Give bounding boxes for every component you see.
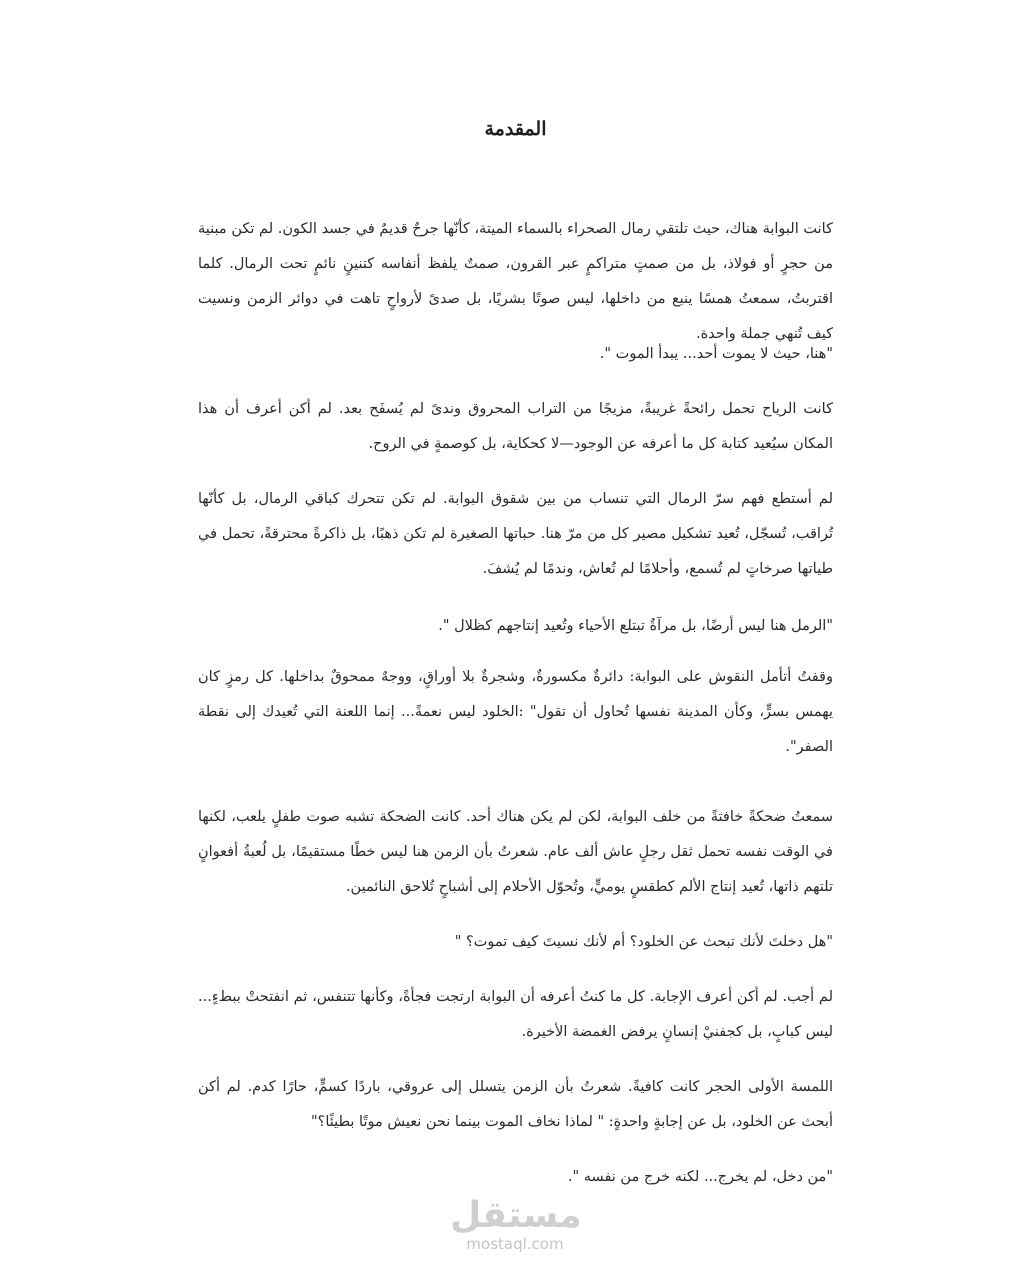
- watermark-url: mostaql.com: [466, 1235, 564, 1253]
- paragraph-4: وقفتُ أتأمل النقوش على البوابة: دائرةٌ مكسورةٌ، وشجرةٌ بلا أوراقٍ، ووجهٌ ممحوقٌ بداخلها. كل رمزٍ كان يهمس بسرٍّ، وكأن المدينة نفسها تُحاول أن تقول" :الخلود ليس نعمةً... إنما اللعنة التي تُعيدك إلى نقطة الصفر".: [198, 669, 833, 755]
- paragraph-3: لم أستطع فهم سرّ الرمال التي تنساب من بين شقوق البوابة. لم تكن تتحرك كباقي الرمال، بل كأنّها تُراقب، تُسجّل، تُعيد تشكيل مصير كل من مرّ هنا. حباتها الصغيرة لم تكن ذهبًا، بل ذاكرةً محترقةً، تحمل في طياتها صرخاتٍ لم تُسمع، وأحلامًا لم تُعاش، وندمًا لم يُشفَ.: [198, 491, 833, 577]
- document-title: المقدمة: [484, 118, 547, 140]
- paragraph-1: كانت البوابة هناك، حيث تلتقي رمال الصحراء بالسماء الميتة، كأنّها جرحٌ قديمٌ في جسد الكون. لم تكن مبنية من حجرٍ أو فولاذ، بل من صمتٍ متراكمٍ عبر القرون، صمتٌ يلفظ أنفاسه كتنينٍ نائمٍ تحت الرمال. كلما اقتربتُ، سمعتُ همسًا ينبع من داخلها، ليس صوتًا بشريًا، بل صدىً لأرواحٍ تاهت في دوائر الزمن ونسيت كيف تُنهي جملة واحدة.: [198, 221, 833, 342]
- quote-4: "من دخل، لم يخرج... لكنه خرج من نفسه ".: [567, 1169, 833, 1185]
- paragraph-6: لم أجب. لم أكن أعرف الإجابة. كل ما كنتُ أعرفه أن البوابة ارتجت فجأةً، وكأنها تتنفس، ثم انفتحتْ ببطءٍ... ليس كبابٍ، بل كجفنيْ إنسانٍ يرفض الغمضة الأخيرة.: [198, 989, 833, 1040]
- paragraph-7: اللمسة الأولى الحجر كانت كافيةً. شعرتُ بأن الزمن يتسلل إلى عروقي، باردًا كسمٍّ، حارًا كدم. لم أكن أبحث عن الخلود، بل عن إجابةٍ واحدةٍ: " لماذا نخاف الموت بينما نحن نعيش موتًا بطيئًا؟": [198, 1079, 833, 1130]
- quote-3: "هل دخلتَ لأنك تبحث عن الخلود؟ أم لأنك نسيتَ كيف تموت؟ ": [454, 934, 833, 950]
- paragraph-5: سمعتُ ضحكةً خافتةً من خلف البوابة، لكن لم يكن هناك أحد. كانت الضحكة تشبه صوت طفلٍ يلعب، لكنها في الوقت نفسه تحمل ثقل رجلٍ عاش ألف عام. شعرتُ بأن الزمن هنا ليس خطًا مستقيمًا، بل لُعبةُ أفعوانٍ تلتهم ذاتها، تُعيد إنتاج الألم كطقسٍ يوميٍّ، وتُحوّل الأحلام إلى أشباحٍ تُلاحق النائمين.: [198, 809, 833, 895]
- quote-2: "الرمل هنا ليس أرضًا، بل مرآةٌ تبتلع الأحياء وتُعيد إنتاجهم كظلال ".: [438, 618, 833, 634]
- mostaql-watermark: [450, 1196, 580, 1252]
- paragraph-2: كانت الرياح تحمل رائحةً غريبةً، مزيجًا من التراب المحروق وندىً لم يُسفَح بعد. لم أكن أعرف أن هذا المكان سيُعيد كتابة كل ما أعرفه عن الوجود—لا كحكاية، بل كوصمةٍ في الروح.: [198, 401, 833, 452]
- watermark-logo: مستقل: [450, 1195, 582, 1236]
- quote-1: "هنا، حيث لا يموت أحد... يبدأ الموت ".: [599, 346, 833, 362]
